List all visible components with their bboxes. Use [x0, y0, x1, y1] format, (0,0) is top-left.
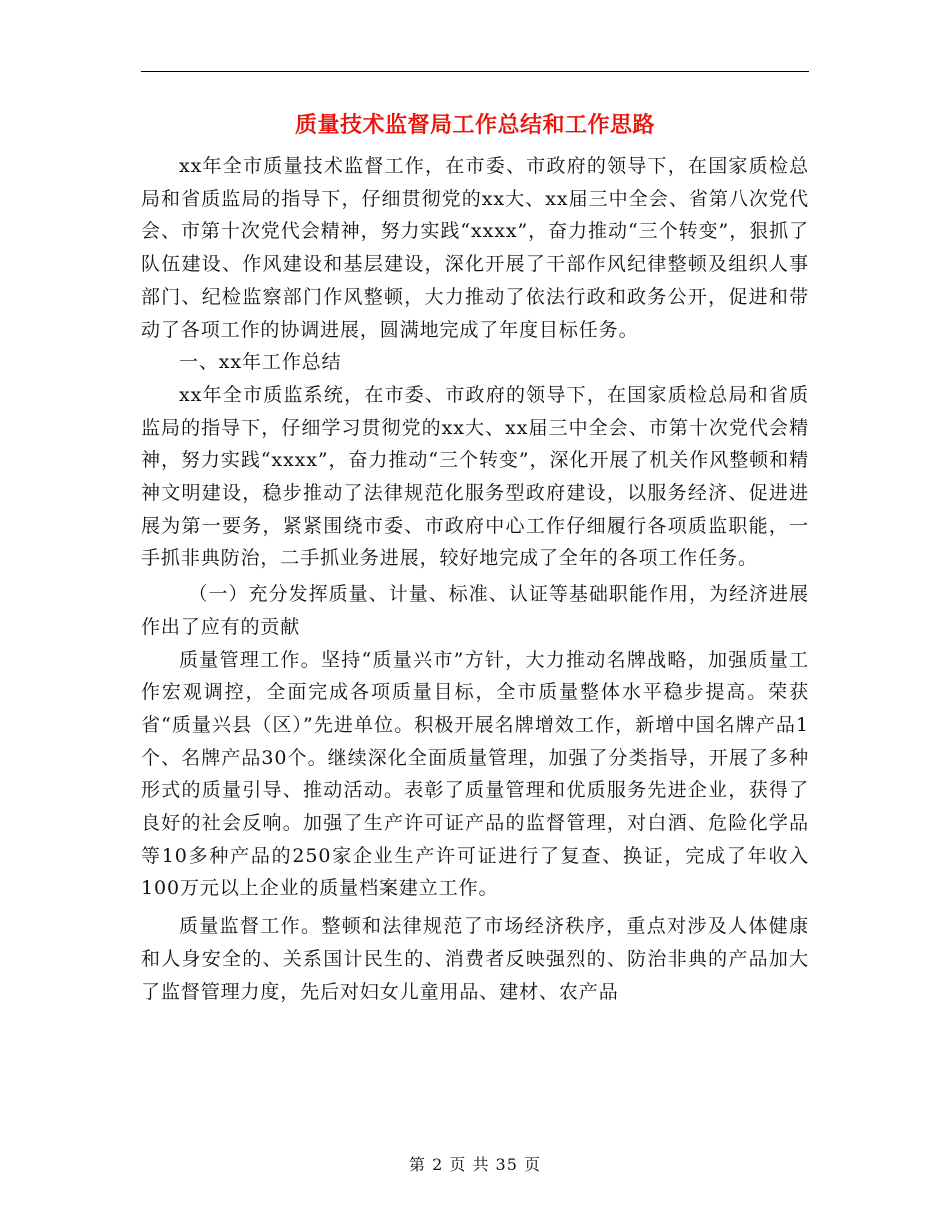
section-heading: 一、xx年工作总结	[179, 351, 342, 374]
summary-paragraph: xx年全市质监系统，在市委、市政府的领导下，在国家质检总局和省质监局的指导下，仔细学习贯彻党的xx大、xx届三中全会、市第十次党代会精神，努力实践“xxxx”，奋力推动“三个转变”，深化开展了机关作风整顿和精神文明建设，稳步推动了法律规范化服务型政府建设，以服务经济、促进进展为第一要务，紧紧围绕市委、市政府中心工作仔细履行各项质监职能，一手抓非典防治，二手抓业务进展，较好地完成了全年的各项工作任务。	[141, 383, 809, 570]
page-number: 第 2 页 共 35 页	[409, 1155, 541, 1174]
header-rule	[141, 71, 809, 72]
document-title: 质量技术监督局工作总结和工作思路	[294, 112, 655, 138]
intro-paragraph: xx年全市质量技术监督工作，在市委、市政府的领导下，在国家质检总局和省质监局的指导下，仔细贯彻党的xx大、xx届三中全会、省第八次党代会、市第十次党代会精神，努力实践“xxxx”，奋力推动“三个转变”，狠抓了队伍建设、作风建设和基层建设，深化开展了干部作风纪律整顿及组织人事部门、纪检监察部门作风整顿，大力推动了依法行政和政务公开，促进和带动了各项工作的协调进展，圆满地完成了年度目标任务。	[141, 155, 809, 341]
quality-supervision-paragraph: 质量监督工作。整顿和法律规范了市场经济秩序，重点对涉及人体健康和人身安全的、关系国计民生的、消费者反映强烈的、防治非典的产品加大了监督管理力度，先后对妇女儿童用品、建材、农产品	[141, 915, 809, 1003]
subsection-heading: （一）充分发挥质量、计量、标准、认证等基础职能作用，为经济进展作出了应有的贡献	[141, 583, 809, 638]
document-body	[141, 150, 809, 1008]
quality-management-paragraph: 质量管理工作。坚持“质量兴市”方针，大力推动名牌战略，加强质量工作宏观调控，全面完成各项质量目标，全市质量整体水平稳步提高。荣获省“质量兴县（区）”先进单位。积极开展名牌增效工作，新增中国名牌产品1个、名牌产品30个。继续深化全面质量管理，加强了分类指导，开展了多种形式的质量引导、推动活动。表彰了质量管理和优质服务先进企业，获得了良好的社会反响。加强了生产许可证产品的监督管理，对白酒、危险化学品等10多种产品的250家企业生产许可证进行了复查、换证，完成了年收入100万元以上企业的质量档案建立工作。	[141, 648, 809, 900]
